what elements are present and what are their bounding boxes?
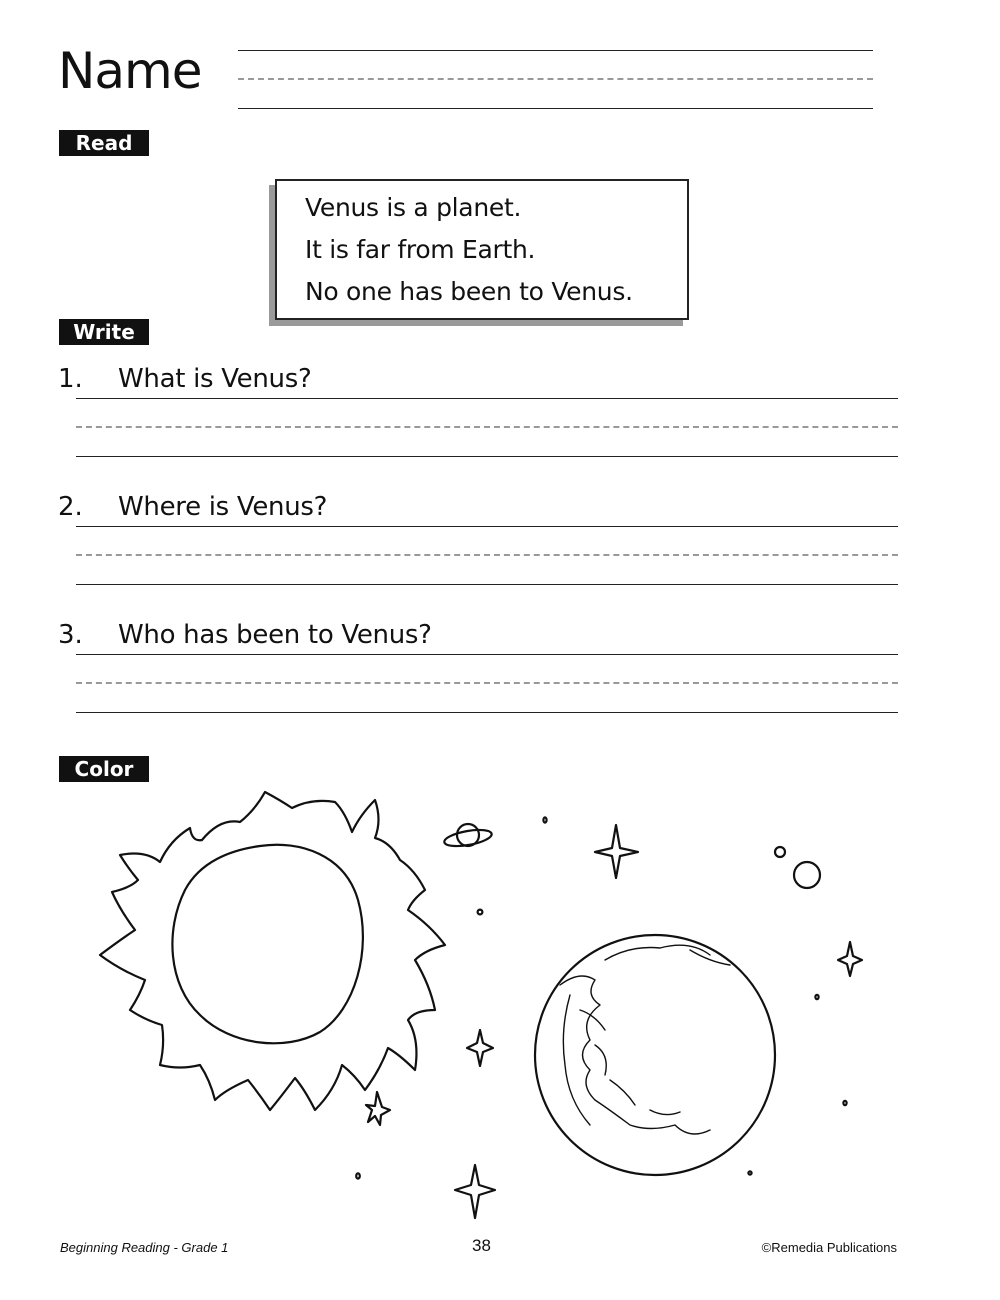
answer-top-line[interactable]: [76, 654, 898, 655]
reading-line: Venus is a planet.: [305, 193, 522, 222]
answer-base-line[interactable]: [76, 456, 898, 457]
reading-line: It is far from Earth.: [305, 235, 536, 264]
answer-dashed-line[interactable]: [76, 426, 898, 428]
answer-top-line[interactable]: [76, 526, 898, 527]
star-icon: [838, 942, 862, 976]
color-tag: Color: [59, 756, 149, 782]
answer-top-line[interactable]: [76, 398, 898, 399]
name-top-line: [238, 50, 873, 51]
read-tag: Read: [59, 130, 149, 156]
star-dot-icon: [356, 1173, 360, 1178]
question-number: 2.: [58, 492, 83, 522]
write-tag: Write: [59, 319, 149, 345]
question-3: [58, 620, 898, 716]
question-number: 1.: [58, 364, 83, 394]
venus-planet-icon: [535, 935, 775, 1175]
star-icon: [455, 1165, 495, 1218]
star-icon: [595, 825, 638, 878]
question-text: Who has been to Venus?: [118, 620, 432, 650]
star-icon: [366, 1092, 390, 1125]
question-text: Where is Venus?: [118, 492, 328, 522]
reading-passage-box: [275, 179, 689, 320]
question-1: [58, 364, 898, 460]
footer-book-title: Beginning Reading - Grade 1: [60, 1240, 229, 1255]
question-text: What is Venus?: [118, 364, 312, 394]
sun-disk-icon: [172, 845, 362, 1044]
name-base-line: [238, 108, 873, 109]
ringed-planet-body: [457, 824, 479, 846]
coloring-illustration[interactable]: [90, 780, 890, 1220]
small-planet-icon: [794, 862, 820, 888]
star-dot-icon: [748, 1171, 751, 1174]
star-dot-icon: [478, 910, 483, 915]
answer-base-line[interactable]: [76, 712, 898, 713]
answer-dashed-line[interactable]: [76, 554, 898, 556]
venus-surface-detail: [560, 945, 730, 1134]
tiny-moon-icon: [775, 847, 785, 857]
answer-dashed-line[interactable]: [76, 682, 898, 684]
star-icon: [467, 1030, 493, 1066]
reading-line: No one has been to Venus.: [305, 277, 633, 306]
name-mid-dashed-line: [238, 78, 873, 80]
question-2: [58, 492, 898, 588]
answer-base-line[interactable]: [76, 584, 898, 585]
name-label: Name: [58, 42, 202, 100]
star-dot-icon: [543, 817, 546, 822]
star-dot-icon: [843, 1101, 846, 1105]
star-dot-icon: [815, 995, 818, 999]
question-number: 3.: [58, 620, 83, 650]
footer-copyright: ©Remedia Publications: [761, 1240, 897, 1255]
footer-page-number: 38: [472, 1236, 491, 1255]
sun-rays-icon: [100, 792, 445, 1110]
name-writing-lines[interactable]: [238, 50, 873, 110]
